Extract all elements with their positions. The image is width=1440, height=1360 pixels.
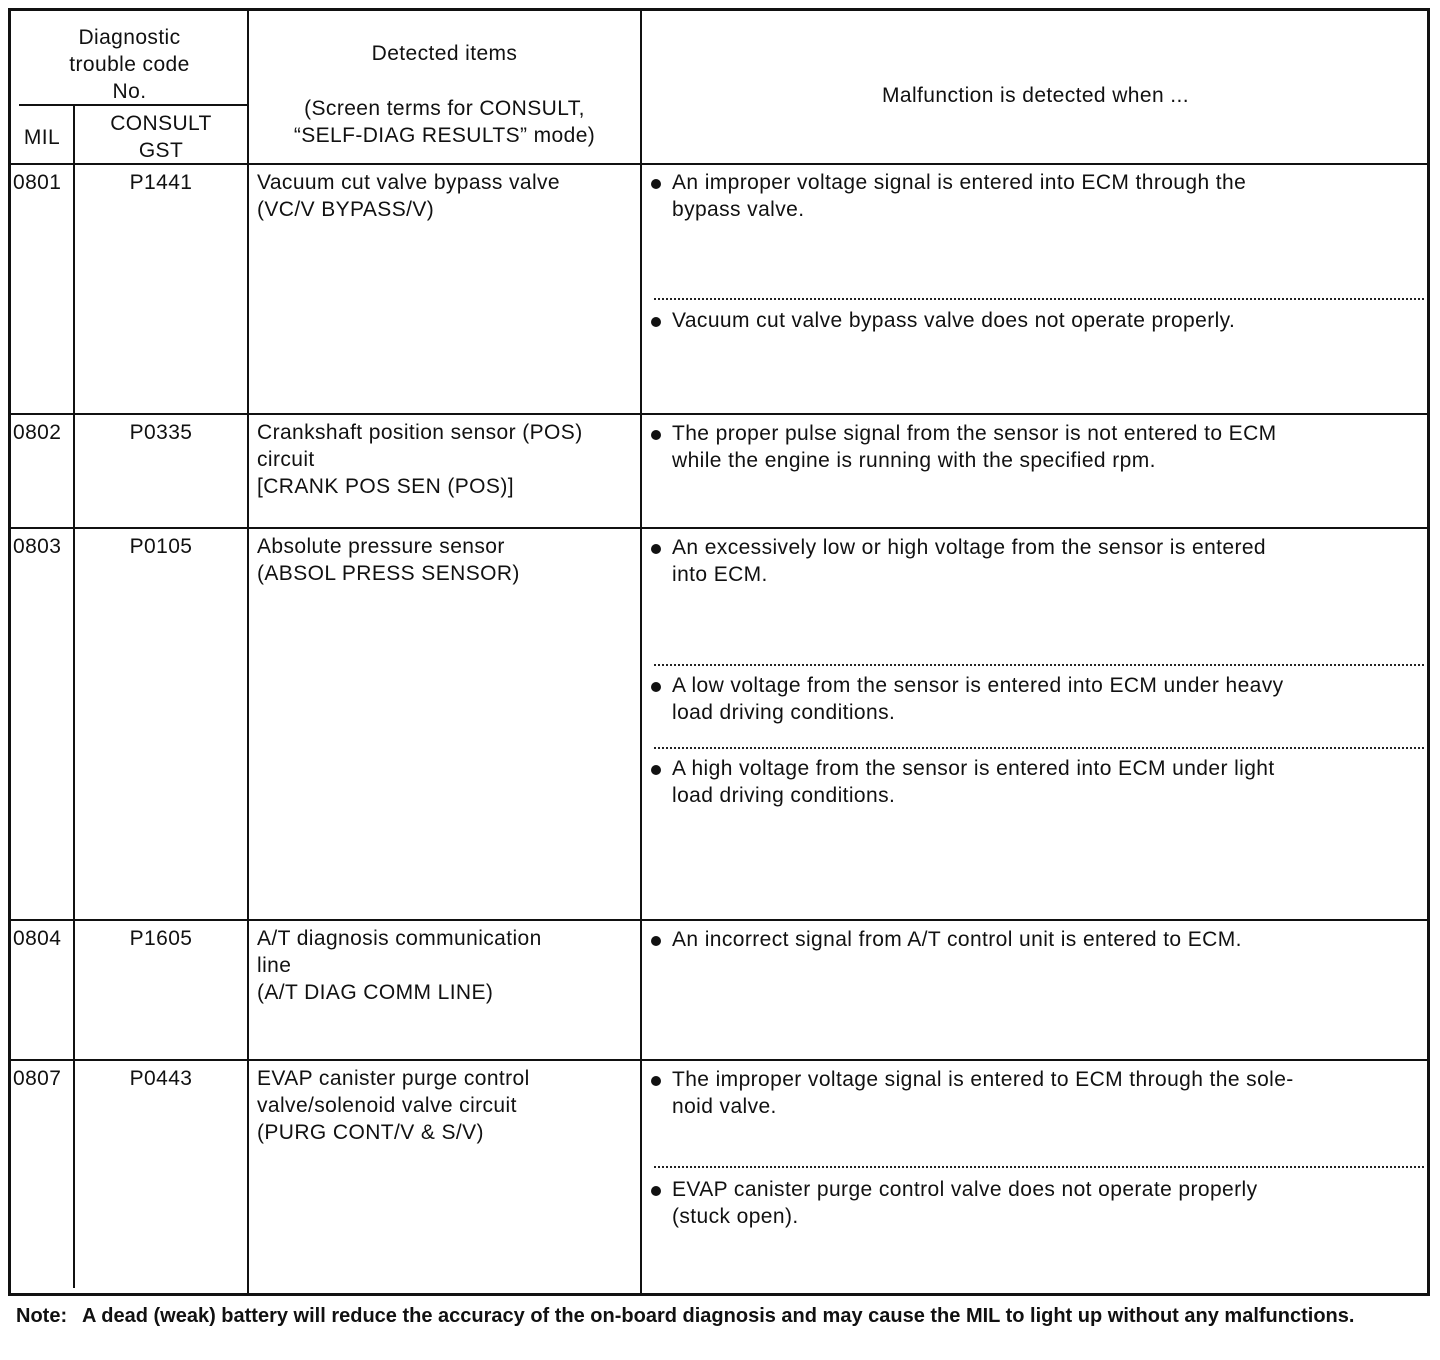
detected-item: EVAP canister purge control — [257, 1067, 530, 1090]
condition-line: noid valve. — [672, 1095, 777, 1118]
detected-item: circuit — [257, 448, 315, 471]
dotted-separator — [654, 298, 1424, 300]
row-separator — [11, 413, 1429, 415]
header-malfunction: Malfunction is detected when ... — [882, 84, 1189, 107]
bullet-icon — [651, 936, 661, 946]
condition-line: An improper voltage signal is entered into ECM through the — [672, 171, 1247, 194]
detected-item: Absolute pressure sensor — [257, 535, 505, 558]
bullet-icon — [651, 765, 661, 775]
dotted-separator — [654, 747, 1424, 749]
detected-item: valve/solenoid valve circuit — [257, 1094, 517, 1117]
condition-line: The proper pulse signal from the sensor is not entered to ECM — [672, 422, 1277, 445]
col-divider-consult — [247, 11, 249, 1295]
condition-line: A high voltage from the sensor is entered into ECM under light — [672, 757, 1275, 780]
condition-line: into ECM. — [672, 563, 768, 586]
mil-code: 0807 — [13, 1067, 62, 1090]
detected-item: (PURG CONT/V & S/V) — [257, 1121, 484, 1144]
bullet-icon — [651, 1076, 661, 1086]
detected-item: (A/T DIAG COMM LINE) — [257, 981, 494, 1004]
dotted-separator — [654, 664, 1424, 666]
bullet-icon — [651, 1186, 661, 1196]
consult-code: P1441 — [129, 171, 193, 194]
bullet-icon — [651, 544, 661, 554]
header-consult: CONSULT — [110, 112, 212, 135]
consult-code: P0335 — [129, 421, 193, 444]
header-detected-sub: (Screen terms for CONSULT, — [304, 97, 585, 120]
mil-code: 0801 — [13, 171, 62, 194]
header-dtc-line: trouble code — [69, 53, 190, 76]
row-separator — [11, 527, 1429, 529]
bullet-icon — [651, 430, 661, 440]
mil-code: 0802 — [13, 421, 62, 444]
condition-line: An excessively low or high voltage from the sensor is entered — [672, 536, 1267, 559]
row-separator — [11, 1059, 1429, 1061]
col-divider-detected — [640, 11, 642, 1295]
detected-item: (VC/V BYPASS/V) — [257, 198, 435, 221]
note-label: Note: — [16, 1305, 68, 1327]
bullet-icon — [651, 317, 661, 327]
consult-code: P0105 — [129, 535, 193, 558]
mil-code: 0803 — [13, 535, 62, 558]
condition-line: while the engine is running with the specified rpm. — [672, 449, 1156, 472]
dotted-separator — [654, 1166, 1424, 1168]
header-dtc-line: No. — [112, 80, 147, 103]
condition-line: load driving conditions. — [672, 701, 896, 724]
detected-item: [CRANK POS SEN (POS)] — [257, 475, 514, 498]
header-gst: GST — [138, 139, 184, 162]
detected-item: Crankshaft position sensor (POS) — [257, 421, 583, 444]
detected-item: line — [257, 954, 292, 977]
condition-line: (stuck open). — [672, 1205, 799, 1228]
condition-line: A low voltage from the sensor is entered into ECM under heavy — [672, 674, 1284, 697]
note-text: A dead (weak) battery will reduce the accuracy of the on-board diagnosis and may cause the MIL to light up without any malfunctions. — [82, 1305, 1355, 1327]
header-detected-title: Detected items — [371, 42, 518, 65]
condition-line: Vacuum cut valve bypass valve does not operate properly. — [672, 309, 1236, 332]
row-separator — [11, 919, 1429, 921]
header-detected-sub: “SELF-DIAG RESULTS” mode) — [293, 124, 596, 147]
col-divider-mil — [73, 104, 75, 1288]
condition-line: bypass valve. — [672, 198, 805, 221]
consult-code: P1605 — [129, 927, 193, 950]
detected-item: (ABSOL PRESS SENSOR) — [257, 562, 520, 585]
condition-line: EVAP canister purge control valve does not operate properly — [672, 1178, 1258, 1201]
consult-code: P0443 — [129, 1067, 193, 1090]
mil-code: 0804 — [13, 927, 62, 950]
condition-line: The improper voltage signal is entered to ECM through the sole- — [672, 1068, 1294, 1091]
bullet-icon — [651, 682, 661, 692]
dtc-table — [8, 8, 1430, 1296]
condition-line: load driving conditions. — [672, 784, 896, 807]
header-mil: MIL — [23, 126, 61, 149]
header-dtc-line: Diagnostic — [78, 26, 181, 49]
detected-item: A/T diagnosis communication — [257, 927, 542, 950]
condition-line: An incorrect signal from A/T control unit is entered to ECM. — [672, 928, 1242, 951]
detected-item: Vacuum cut valve bypass valve — [257, 171, 561, 194]
bullet-icon — [651, 179, 661, 189]
